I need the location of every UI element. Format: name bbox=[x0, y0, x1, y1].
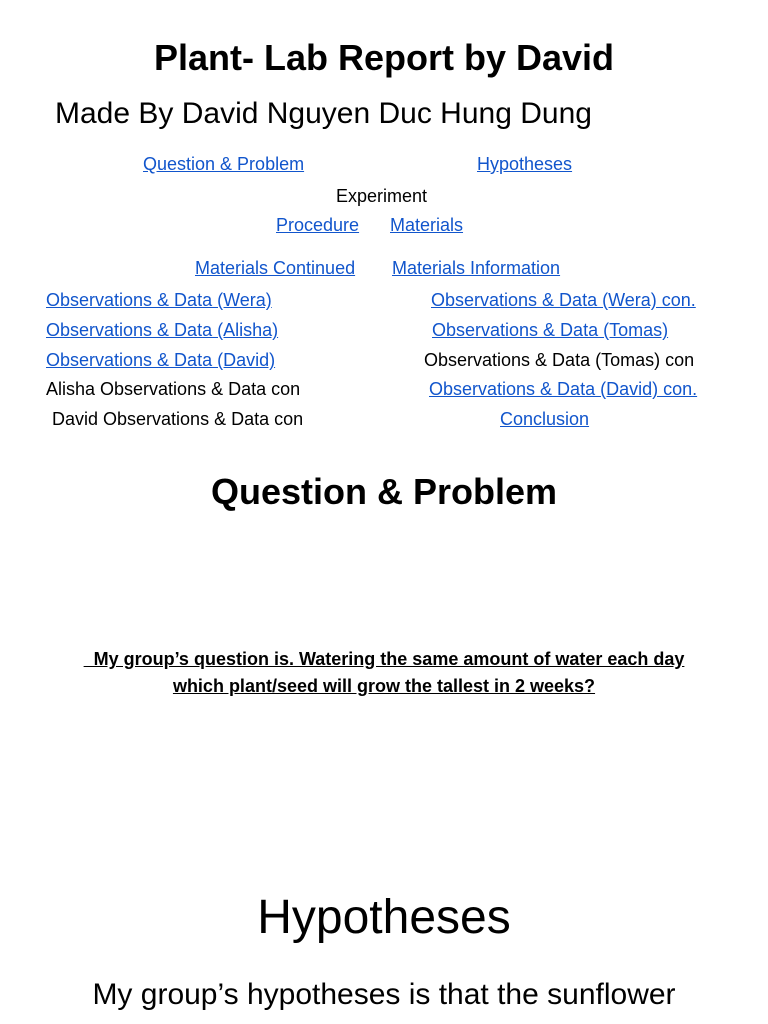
toc-item-alisha-obs-con: Alisha Observations & Data con bbox=[46, 379, 301, 399]
toc-item-david-obs-con: David Observations & Data con bbox=[52, 409, 304, 429]
toc-link-obs-wera[interactable]: Observations & Data (Wera) bbox=[46, 290, 272, 310]
toc-link-obs-alisha[interactable]: Observations & Data (Alisha) bbox=[46, 320, 279, 340]
hypotheses-text: My group’s hypotheses is that the sunflower bbox=[92, 978, 676, 1011]
question-text bbox=[0, 646, 768, 700]
toc-link-procedure[interactable]: Procedure bbox=[276, 215, 360, 235]
toc-item-obs-tomas-con: Observations & Data (Tomas) con bbox=[424, 350, 695, 370]
document-title: Plant- Lab Report by David bbox=[153, 37, 615, 78]
toc-link-materials-continued[interactable]: Materials Continued bbox=[195, 258, 356, 278]
toc-link-hypotheses[interactable]: Hypotheses bbox=[477, 154, 573, 174]
toc-link-conclusion[interactable]: Conclusion bbox=[500, 409, 590, 429]
document-subtitle: Made By David Nguyen Duc Hung Dung bbox=[55, 97, 592, 130]
toc-link-materials[interactable]: Materials bbox=[390, 215, 464, 235]
toc-item-experiment: Experiment bbox=[336, 186, 428, 206]
toc-link-question-problem[interactable]: Question & Problem bbox=[143, 154, 305, 174]
toc-link-materials-information[interactable]: Materials Information bbox=[392, 258, 561, 278]
toc-link-obs-david[interactable]: Observations & Data (David) bbox=[46, 350, 276, 370]
toc-link-obs-david-con[interactable]: Observations & Data (David) con. bbox=[429, 379, 698, 399]
question-text-line-1: My group’s question is. Watering the same amount of water each day bbox=[83, 649, 685, 669]
toc-link-obs-wera-con[interactable]: Observations & Data (Wera) con. bbox=[431, 290, 696, 310]
section-heading-question-problem: Question & Problem bbox=[210, 471, 558, 512]
toc-link-obs-tomas[interactable]: Observations & Data (Tomas) bbox=[432, 320, 669, 340]
question-text-line-2: which plant/seed will grow the tallest in 2 weeks? bbox=[172, 676, 596, 696]
section-heading-hypotheses: Hypotheses bbox=[257, 891, 511, 944]
